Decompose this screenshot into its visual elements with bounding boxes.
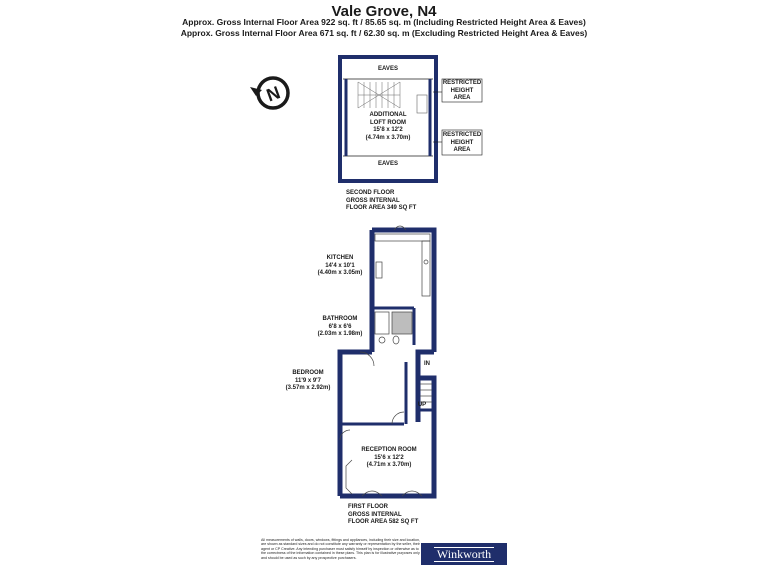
bedroom-label: BEDROOM 11'9 x 9'7 (3.57m x 2.92m) [285,370,331,391]
stairs-up-label: UP [417,402,427,408]
gross-area-including: Approx. Gross Internal Floor Area 922 sq. ft / 85.65 sq. m (Including Restricted Height Area & Eaves) [182,17,586,27]
restricted-height-label-2: RESTRICTED HEIGHT AREA [442,132,482,153]
brand-name: Winkworth [434,547,494,562]
kitchen-label: KITCHEN 14'4 x 10'1 (4.40m x 3.05m) [317,255,363,276]
eaves-bottom-label: EAVES [378,161,398,167]
gross-area-excluding: Approx. Gross Internal Floor Area 671 sq. ft / 62.30 sq. m (Excluding Restricted Height Area & Eaves) [180,28,588,38]
entrance-label: IN [424,361,430,367]
restricted-height-label-1: RESTRICTED HEIGHT AREA [442,80,482,101]
loft-room-label: ADDITIONAL LOFT ROOM 15'8 x 12'2 (4.74m x 3.70m) [365,112,411,141]
compass-letter: N [263,82,283,106]
disclaimer-text: All measurements of walls, doors, windows, fittings and appliances, including their size and location, are shown as standard sizes and do not constitute any warranty or representation by the seller, their agent or CP Creative. Any intending purchaser must satisfy himself by inspection or otherwise as to the correctness of the information contained in these plans. This plan is for illustrative purposes only and should be used as such by any prospective purchasers. [261,538,421,560]
second-floor-area: SECOND FLOOR GROSS INTERNAL FLOOR AREA 349 SQ FT [346,190,417,211]
reception-room-label: RECEPTION ROOM 15'6 x 12'2 (4.71m x 3.70m) [361,447,417,468]
eaves-top-label: EAVES [378,66,398,72]
bathroom-label: BATHROOM 6'8 x 6'6 (2.03m x 1.98m) [317,316,363,337]
plan-title: Vale Grove, N4 [331,3,437,20]
first-floor-area: FIRST FLOOR GROSS INTERNAL FLOOR AREA 582 SQ FT [348,504,419,525]
winkworth-logo [421,543,507,565]
compass-icon [250,78,288,108]
